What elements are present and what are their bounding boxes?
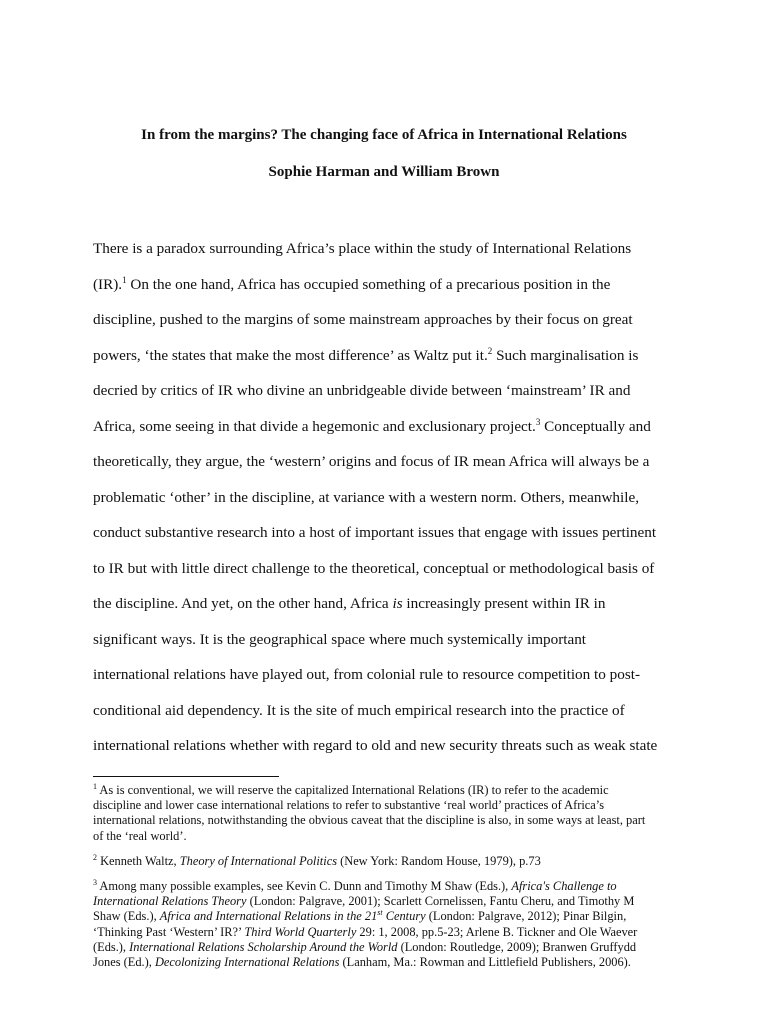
text-run: As is conventional, we will reserve the capitalized International Relations (IR) to refer to the academic [97, 783, 609, 797]
footnote-2 [93, 854, 693, 869]
footnote-separator [93, 776, 279, 777]
footnote-line [93, 909, 693, 924]
footnote-marker: 3 [93, 877, 97, 887]
superscript-text: st [377, 908, 383, 918]
body-line [93, 586, 693, 622]
footnote-line [93, 879, 693, 894]
body-line [93, 338, 693, 374]
text-run: discipline and lower case international relations to refer to substantive ‘real world’ practices of Africa’s [93, 798, 605, 813]
footnote-line [93, 798, 693, 813]
footnote-line [93, 955, 693, 970]
footnote-marker: 2 [93, 852, 97, 862]
footnote-line [93, 940, 693, 955]
text-run: 29: 1, 2008, pp.5-23; Arlene B. Tickner and Ole Waever [356, 924, 638, 939]
text-run: (London: Palgrave, 2001); Scarlett Cornelissen, Fantu Cheru, and Timothy M [246, 894, 635, 909]
italic-text: Africa's Challenge to [511, 878, 617, 893]
body-line [93, 693, 693, 729]
text-run: Africa, some seeing in that divide a hegemonic and exclusionary project. [93, 417, 536, 435]
text-run: international relations, notwithstanding the obvious caveat that the discipline is also, in some ways at least, part [93, 813, 646, 828]
text-run: (New York: Random House, 1979), p.73 [337, 853, 541, 868]
italic-text: Theory of International Politics [179, 853, 338, 868]
footnote-line [93, 925, 693, 940]
text-run: conditional aid dependency. It is the site of much empirical research into the practice of [93, 701, 625, 719]
body-text [93, 231, 693, 764]
text-run: to IR but with little direct challenge to the theoretical, conceptual or methodological basis of [93, 559, 655, 577]
body-line [93, 373, 693, 409]
footnote-line [93, 813, 693, 828]
text-run: significant ways. It is the geographical space where much systemically important [93, 630, 587, 648]
text-run: international relations have played out, from colonial rule to resource competition to post- [93, 666, 641, 683]
body-line [93, 551, 693, 587]
text-run: ‘Thinking Past ‘Western’ IR?’ [93, 924, 245, 939]
body-line [93, 444, 693, 480]
text-run: There is a paradox surrounding Africa’s place within the study of International Relations [93, 240, 632, 257]
text-run: increasingly present within IR in [402, 595, 606, 612]
footnote-marker: 1 [122, 274, 127, 285]
paper-authors: Sophie Harman and William Brown [268, 164, 500, 180]
text-run: powers, ‘the states that make the most difference’ as Waltz put it. [93, 346, 488, 364]
footnote-3 [93, 879, 693, 970]
footnote-marker: 1 [93, 782, 97, 791]
footnote-line [93, 783, 693, 798]
text-run: Among many possible examples, see Kevin C. Dunn and Timothy M Shaw (Eds.), [97, 878, 512, 893]
text-run: (Lanham, Ma.: Rowman and Littlefield Publishers, 2006). [339, 954, 631, 969]
body-line [93, 302, 693, 338]
italic-text: Century [382, 909, 426, 924]
body-line [93, 231, 693, 267]
text-run: Jones (Ed.), [93, 954, 155, 969]
footnotes [93, 783, 693, 980]
body-line [93, 409, 693, 445]
text-run: (IR). [93, 275, 123, 293]
text-run: Shaw (Eds.), [93, 909, 160, 924]
body-line [93, 622, 693, 658]
italic-text: is [392, 595, 403, 612]
body-line [93, 267, 693, 303]
italic-text: Africa and International Relations in the 21 [159, 909, 378, 924]
footnote-marker: 2 [487, 345, 493, 356]
paper-title: In from the margins? The changing face of Africa in International Relations [141, 127, 627, 143]
text-run: of the ‘real world’. [93, 828, 187, 843]
italic-text: Decolonizing International Relations [154, 954, 340, 969]
text-run: problematic ‘other’ in the discipline, at variance with a western norm. Others, meanwhile, [93, 488, 640, 506]
body-line [93, 657, 693, 693]
text-run: conduct substantive research into a host of important issues that engage with issues pertinent [93, 524, 657, 541]
footnote-1 [93, 783, 693, 844]
text-run: Such marginalisation is [492, 346, 639, 364]
text-run: (London: Routledge, 2009); Branwen Gruffydd [397, 939, 637, 954]
body-line [93, 480, 693, 516]
text-run: On the one hand, Africa has occupied something of a precarious position in the [126, 275, 611, 293]
body-line [93, 728, 693, 764]
text-run: discipline, pushed to the margins of some mainstream approaches by their focus on great [93, 311, 633, 328]
footnote-line [93, 829, 693, 844]
text-run: Kenneth Waltz, [97, 853, 180, 868]
footnote-marker: 3 [535, 416, 541, 427]
text-run: (Eds.), [93, 939, 130, 954]
text-run: decried by critics of IR who divine an unbridgeable divide between ‘mainstream’ IR and [93, 382, 631, 399]
text-run: international relations whether with regard to old and new security threats such as weak state [93, 737, 658, 754]
body-line [93, 515, 693, 551]
text-run: Conceptually and [540, 417, 651, 435]
text-run: (London: Palgrave, 2012); Pinar Bilgin, [425, 909, 627, 924]
italic-text: International Relations Scholarship Around the World [129, 939, 398, 954]
italic-text: Third World Quarterly [244, 924, 357, 939]
text-run: theoretically, they argue, the ‘western’ origins and focus of IR mean Africa will always be a [93, 453, 650, 470]
footnote-line [93, 854, 693, 869]
footnote-line [93, 894, 693, 909]
italic-text: International Relations Theory [93, 894, 247, 909]
text-run: the discipline. And yet, on the other hand, Africa [93, 595, 393, 612]
